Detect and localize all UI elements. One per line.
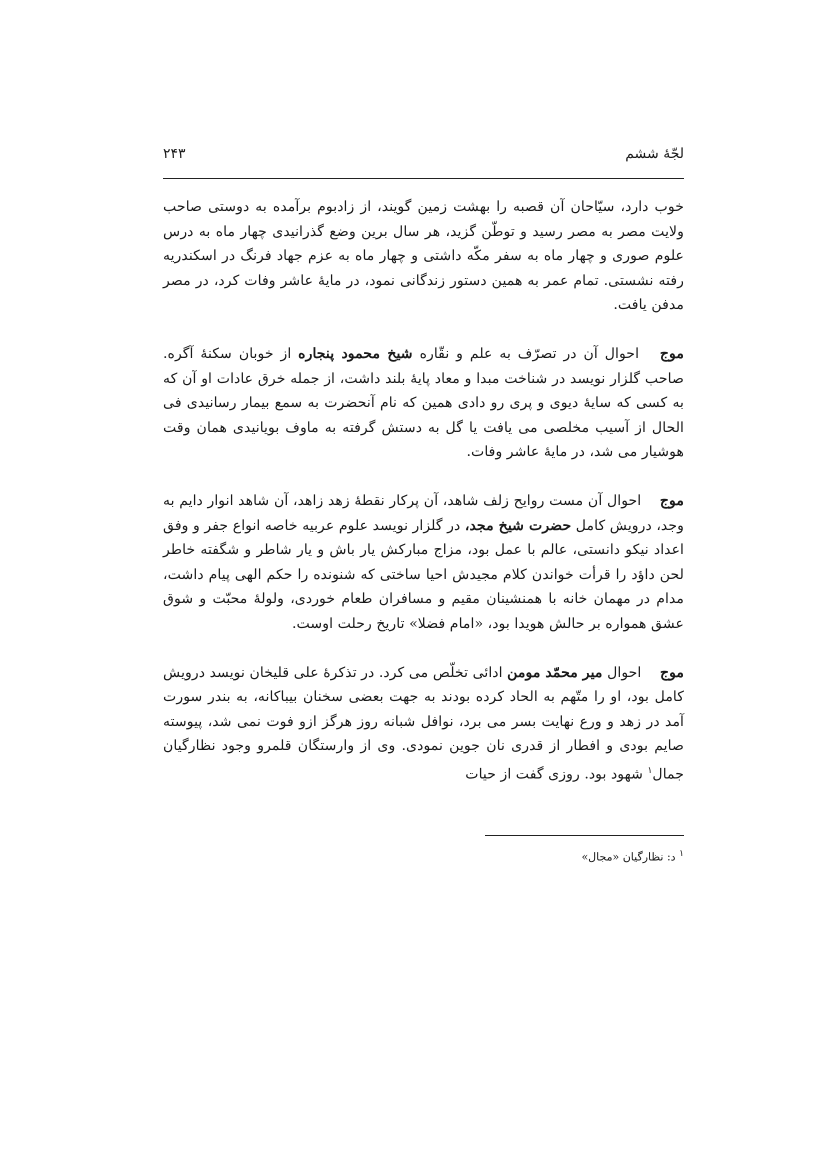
paragraph-text: ادائی تخلّص می کرد. در تذکرهٔ علی قلیخان نویسد درویش کامل بود، او را متّهم به الحاد کرده بودند به جهت بعضی سخنان بیباکانه، به بندر سورت آمد در زهد و ورع نهایت بسر می برد، نوافل شبانه روز هرگز ازو فوت نمی شد، پیوسته صایم بودی و افطار از قدری نان جوین نمودی. وی از وارستگان قلمرو وجود نظارگیان جمال (163, 664, 684, 783)
paragraph-text: احوال آن در تصرّف به علم و نقّاره (419, 345, 640, 362)
paragraph (163, 489, 684, 637)
paragraph-text: احوال آن مست روایح زلف شاهد، آن پرکار نقطهٔ زهد زاهد، آن شاهد انوار دایم به وجد، درویش کامل (163, 492, 684, 534)
person-name: حضرت شیخ مجد، (464, 517, 572, 534)
paragraph-lead: موج (659, 345, 684, 362)
paragraph (163, 342, 684, 465)
footnote (163, 848, 684, 864)
paragraph-text: در گلزار نویسد علوم عربیه خاصه انواع جفر و وفق اعداد نیکو دانستی، عالم با عمل بود، مزاج مبارکش یار باش و یار شاطر و شگفته خاطر لحن داؤد را قرأت خواندن کلام مجیدش احیا ساختی که شنونده را حکم الهی پیام داشت، مدام در مهمان خانه با همنشینان مقیم و مسافران طعام خوردی، ولولهٔ محبّت و شوق عشق همواره بر حالش هویدا بود، «امام فضلا» تاریخ رحلت اوست. (163, 517, 684, 632)
footnote-reference[interactable]: ۱ (647, 765, 653, 776)
paragraph-text: از خوبان سکنهٔ آگره. صاحب گلزار نویسد در شناخت مبدا و معاد پایهٔ بلند داشت، از جمله خرق عادات او آن که به کسی که سایهٔ دیوی و پری رو دادی همین که نام آنحضرت به سمع بیمار رسانیدی فی الحال از آسیب مخلصی می یافت یا گل به دستش گرفته به ماوف بویانیدی همان وقت هوشیار می شد، در مایهٔ عاشر وفات. (163, 345, 684, 461)
paragraph-lead: موج (659, 664, 685, 681)
paragraph-lead: موج (659, 492, 684, 509)
body-text (163, 195, 684, 811)
paragraph-text: احوال (607, 664, 642, 681)
paragraph-text: شهود بود. روزی گفت از حیات (465, 766, 644, 783)
page-number: ۲۴۳ (163, 146, 186, 162)
paragraph-text: خوب دارد، سیّاحان آن قصبه را بهشت زمین گویند، از زادبوم برآمده به دوستی صاحب ولایت مصر به مصر رسید و توطّن گزید، هر سال برین وضع گذرانیدی چهار ماه به درس علوم صوری و چهار ماه به سفر مکّه داشتی و چهار ماه به عزم جهاد فرنگ در اسکندریه رفته نشستی. تمام عمر به همین دستور زندگانی نمود، در مایهٔ عاشر وفات کرد، در مصر مدفن یافت. (163, 199, 684, 314)
person-name: میر محمّد مومن (507, 664, 603, 681)
chapter-title: لجّهٔ ششم (625, 146, 684, 162)
paragraph (163, 195, 684, 318)
person-name: شیخ محمود پنجاره (298, 345, 413, 362)
footnote-rule (485, 835, 684, 836)
running-header (163, 146, 684, 162)
header-rule (163, 178, 684, 179)
paragraph (163, 661, 684, 788)
footnote-text: د: نظارگیان «مجال» (581, 850, 676, 864)
footnote-marker: ۱ (679, 848, 684, 859)
